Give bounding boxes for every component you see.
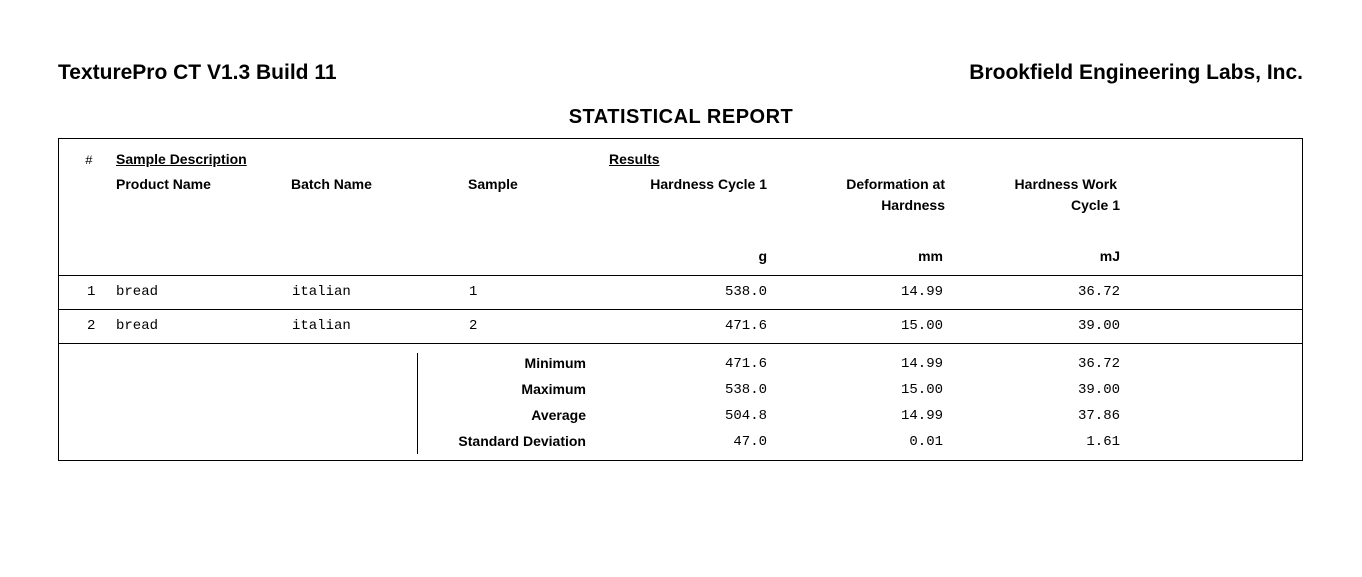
row-2-product: bread: [116, 318, 159, 334]
work-header-line2: Cycle 1: [1070, 197, 1120, 213]
stat-maximum-label: Maximum: [521, 381, 586, 397]
row-1-deformation: 14.99: [900, 284, 943, 300]
row-2-work: 39.00: [1077, 318, 1120, 334]
row-1-product: bread: [116, 284, 159, 300]
software-version: TexturePro CT V1.3 Build 11: [58, 61, 337, 84]
deformation-unit: mm: [918, 248, 943, 264]
row-2-deformation: 15.00: [900, 318, 943, 334]
deformation-header-line2: Hardness: [881, 197, 945, 213]
stat-stddev-work: 1.61: [1086, 434, 1120, 450]
stat-stddev-hardness: 47.0: [733, 434, 767, 450]
stat-stddev-deformation: 0.01: [909, 434, 943, 450]
stat-average-label: Average: [531, 407, 586, 423]
stat-average-hardness: 504.8: [724, 408, 767, 424]
report-title: STATISTICAL REPORT: [568, 106, 794, 128]
stat-minimum-deformation: 14.99: [900, 356, 943, 372]
stat-minimum-work: 36.72: [1077, 356, 1120, 372]
hardness-cycle-header: Hardness Cycle 1: [650, 176, 767, 192]
row-1-number: 1: [87, 284, 96, 300]
stat-average-work: 37.86: [1077, 408, 1120, 424]
stats-label-divider: [417, 353, 418, 454]
company-name: Brookfield Engineering Labs, Inc.: [969, 61, 1303, 84]
stat-maximum-hardness: 538.0: [724, 382, 767, 398]
stats-divider: [59, 343, 1302, 344]
row-2-hardness: 471.6: [724, 318, 767, 334]
report-table: [58, 138, 1303, 461]
stat-stddev-label: Standard Deviation: [458, 433, 586, 449]
product-name-header: Product Name: [116, 176, 211, 192]
stat-maximum-work: 39.00: [1077, 382, 1120, 398]
work-header-line1: Hardness Work: [1014, 176, 1117, 192]
row-2-sample: 2: [469, 318, 478, 334]
stat-maximum-deformation: 15.00: [900, 382, 943, 398]
row-2-batch: italian: [292, 318, 351, 334]
row-1-hardness: 538.0: [724, 284, 767, 300]
stat-minimum-label: Minimum: [524, 355, 586, 371]
header-divider: [59, 275, 1302, 276]
deformation-header-line1: Deformation at: [846, 176, 945, 192]
row-1-batch: italian: [292, 284, 351, 300]
row-1-sample: 1: [469, 284, 478, 300]
row-divider: [59, 309, 1302, 310]
sample-description-header: Sample Description: [116, 151, 247, 167]
hardness-unit: g: [758, 248, 767, 264]
work-unit: mJ: [1099, 248, 1120, 264]
row-number-header: #: [85, 153, 93, 168]
stat-minimum-hardness: 471.6: [724, 356, 767, 372]
row-2-number: 2: [87, 318, 96, 334]
stat-average-deformation: 14.99: [900, 408, 943, 424]
results-header: Results: [609, 151, 660, 167]
row-1-work: 36.72: [1077, 284, 1120, 300]
batch-name-header: Batch Name: [291, 176, 372, 192]
sample-header: Sample: [468, 176, 518, 192]
